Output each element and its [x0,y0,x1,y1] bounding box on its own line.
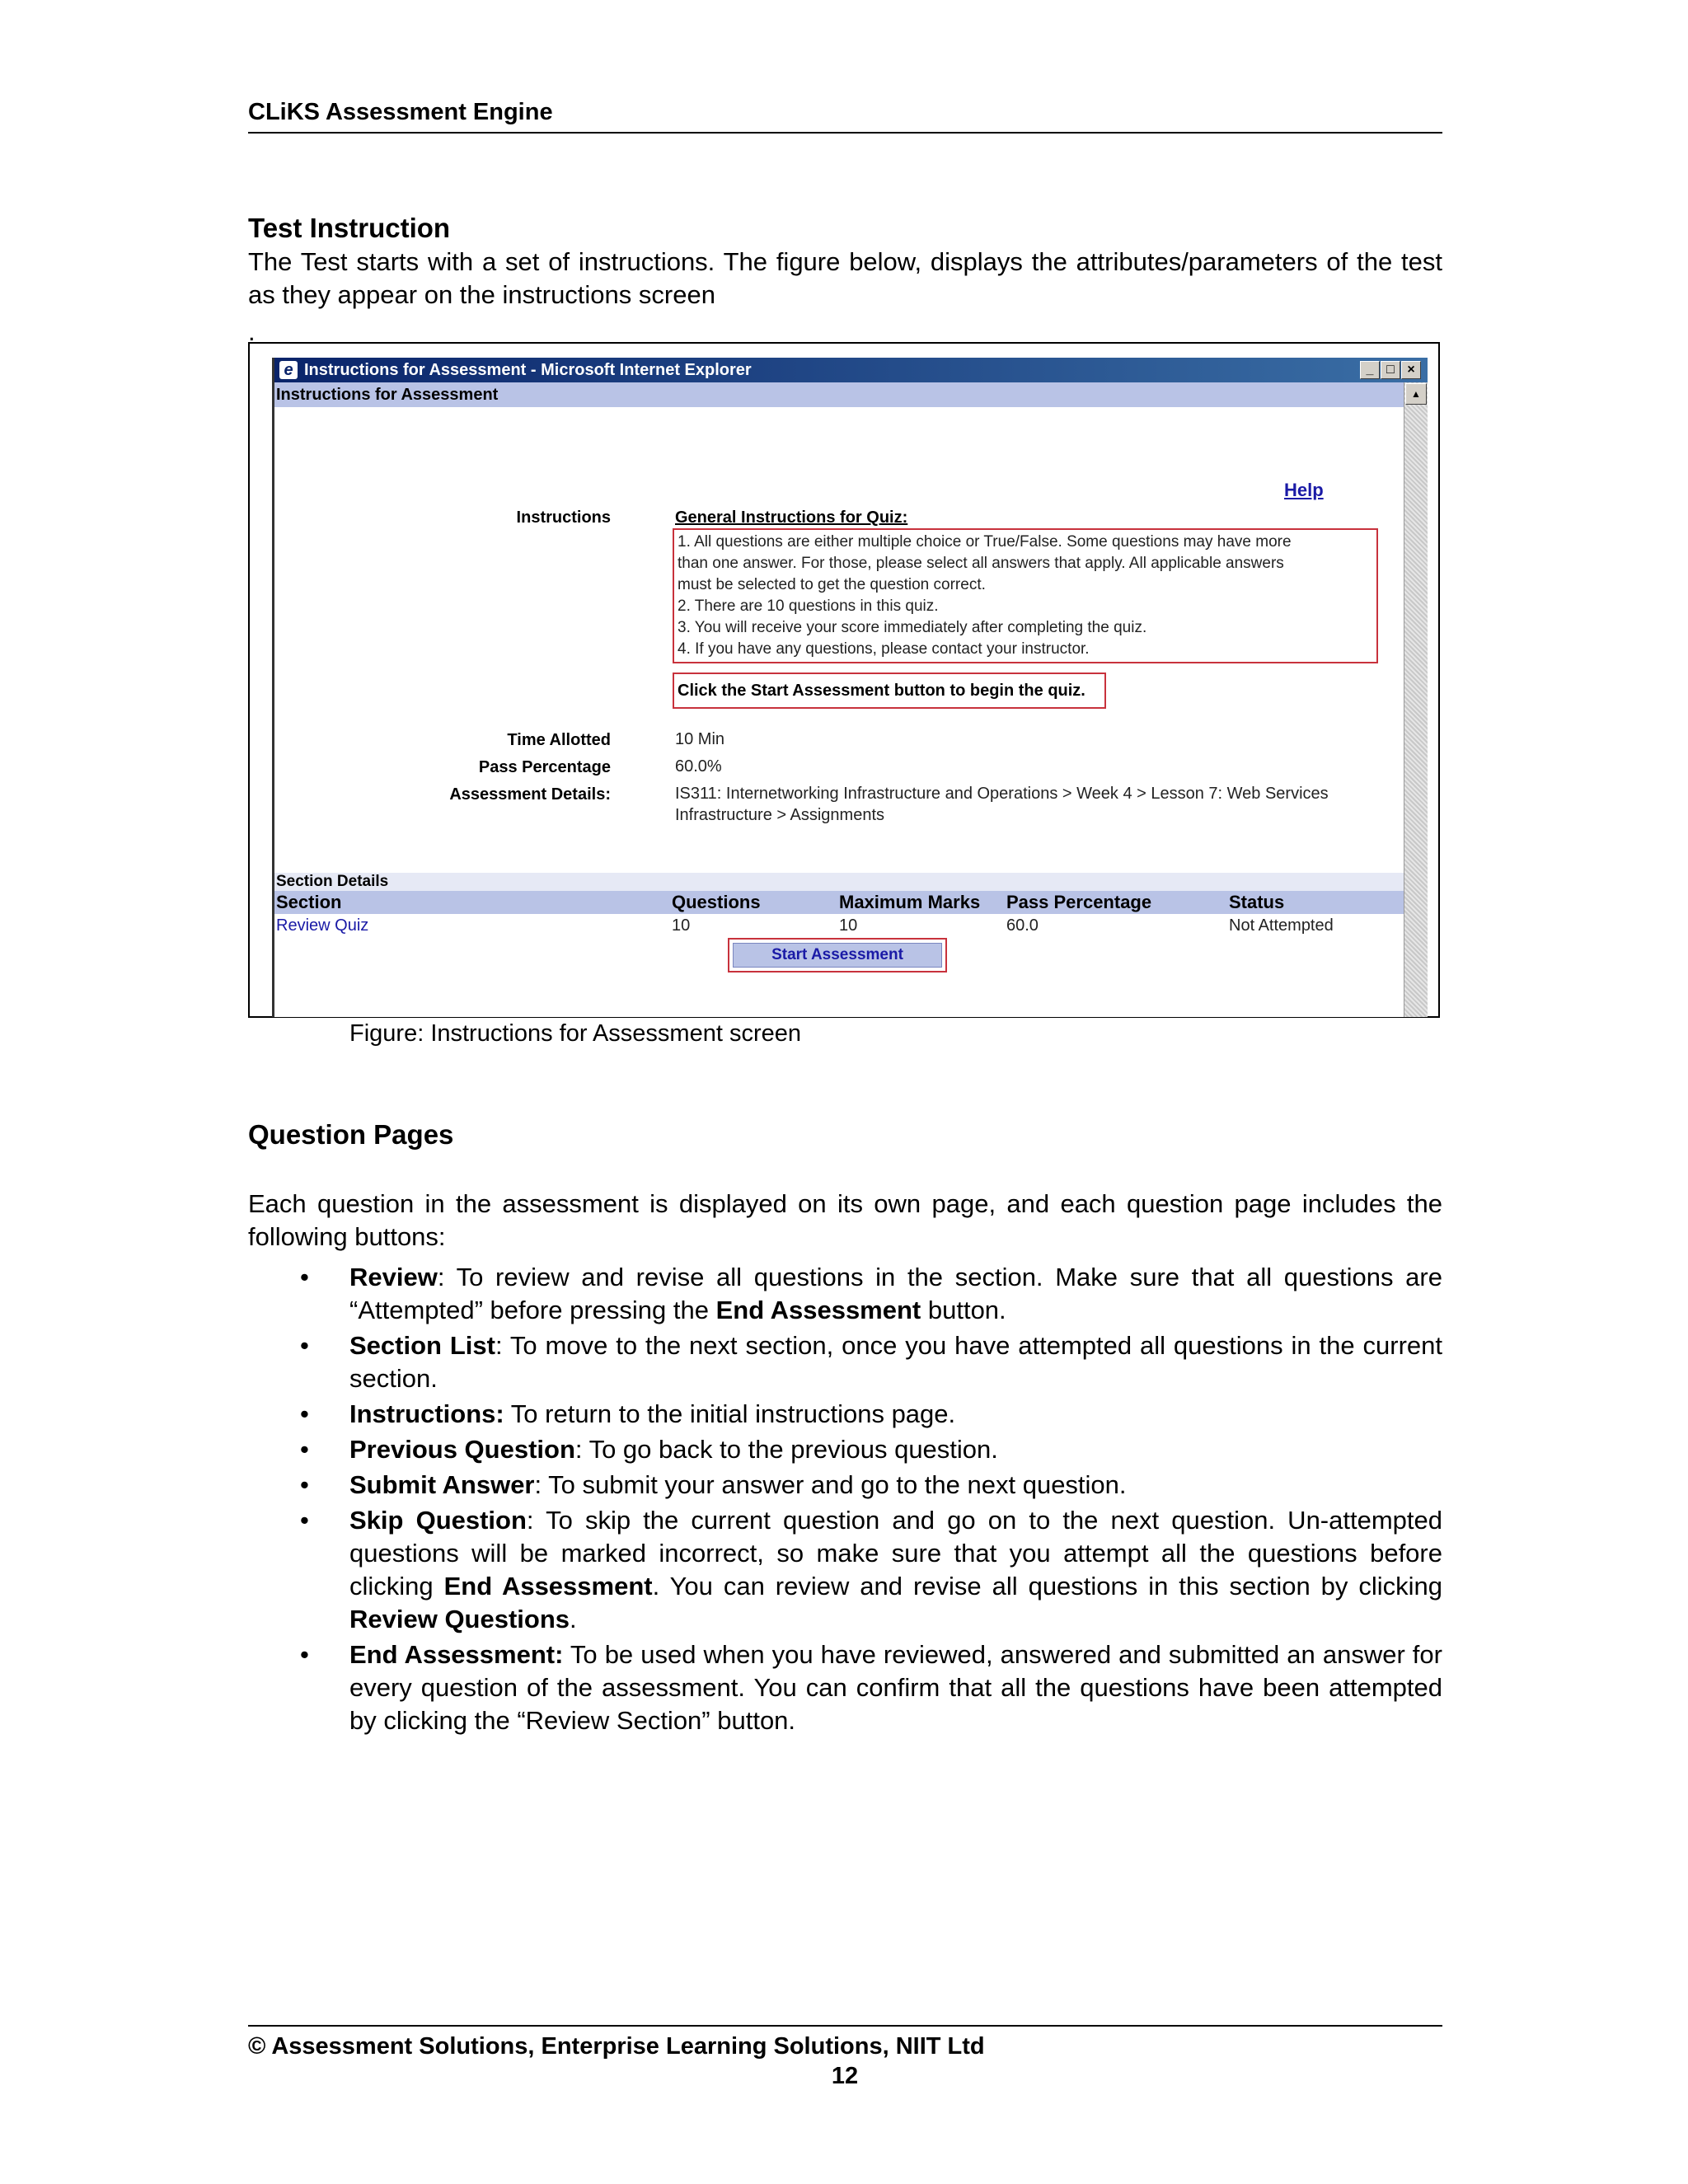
time-allotted-label: Time Allotted [507,731,611,749]
bullet-icon: • [300,1640,309,1669]
item-bold: End Assessment [715,1296,921,1324]
list-item [248,1504,1442,1636]
col-questions: Questions [672,892,761,912]
help-link[interactable]: Help [1284,480,1324,500]
item-text: : To go back to the previous question. [574,1435,998,1464]
bullet-icon: • [300,1506,309,1535]
review-quiz-link[interactable]: Review Quiz [276,916,369,935]
start-assessment-button[interactable]: Start Assessment [733,943,942,968]
list-item [248,1469,1442,1502]
term-section-list: Section List [349,1331,495,1360]
question-pages-heading: Question Pages [248,1119,454,1150]
item-text: To return to the initial instructions page. [504,1399,956,1428]
section-details-bar: Section Details [274,873,1404,891]
term-review: Review [349,1263,438,1291]
header-rule [248,132,1442,134]
instruction-line: 2. There are 10 questions in this quiz. [678,598,939,615]
time-allotted-value: 10 Min [675,730,725,748]
instruction-line: must be selected to get the question correct. [678,576,986,593]
pass-percentage-label: Pass Percentage [478,758,611,776]
bullet-icon: • [300,1263,309,1291]
section-table-header [274,891,1404,914]
question-pages-intro: Each question in the assessment is displayed on its own page, and each question page includes the following buttons: [248,1189,1442,1251]
bullet-icon: • [300,1470,309,1499]
col-pass-percentage: Pass Percentage [1006,892,1152,912]
minimize-icon[interactable]: _ [1360,361,1380,379]
assessment-details-line2: Infrastructure > Assignments [675,806,885,824]
ie-window [272,358,1425,1017]
close-icon[interactable]: × [1401,361,1421,379]
list-item [248,1261,1442,1327]
running-header: CLiKS Assessment Engine [248,99,553,125]
item-text: . [570,1605,577,1633]
general-instructions-box [673,528,1378,663]
item-bold: End Assessment [443,1572,653,1601]
term-submit-answer: Submit Answer [349,1470,535,1499]
term-skip-question: Skip Question [349,1506,527,1535]
cell-status: Not Attempted [1229,916,1334,935]
instruction-line: 3. You will receive your score immediately after completing the quiz. [678,619,1147,636]
assessment-details-line1: IS311: Internetworking Infrastructure and Operations > Week 4 > Lesson 7: Web Services [675,785,1329,803]
cell-pass-percentage: 60.0 [1006,916,1039,935]
footer-copyright: © Assessment Solutions, Enterprise Learning Solutions, NIIT Ltd [248,2033,985,2060]
start-assessment-highlight [728,938,947,972]
pass-percentage-value: 60.0% [675,757,722,776]
instructions-label: Instructions [516,509,611,527]
term-instructions: Instructions: [349,1399,504,1428]
item-text: : To move to the next section, once you have attempted all questions in the current section. [349,1331,1442,1393]
item-text: To be used when you have reviewed, answered and submitted an answer for every question of the assessment. You can confirm that all the questions have been attempted by clicking the “Review Section” button. [349,1640,1442,1735]
bullet-icon: • [300,1331,309,1360]
assessment-details-label: Assessment Details: [449,785,611,804]
click-start-instruction: Click the Start Assessment button to begin the quiz. [673,673,1106,709]
item-bold: Review Questions [349,1605,570,1633]
stray-period: . [248,317,256,346]
term-end-assessment: End Assessment: [349,1640,564,1669]
bullet-icon: • [300,1399,309,1428]
ie-logo-icon: e [279,361,298,379]
window-title: Instructions for Assessment - Microsoft Internet Explorer [304,361,752,379]
col-maximum-marks: Maximum Marks [839,892,981,912]
page-header-bar: Instructions for Assessment [274,382,1404,407]
vertical-scrollbar[interactable] [1404,382,1428,1017]
window-titlebar[interactable] [274,358,1428,382]
item-text: button. [921,1296,1006,1324]
list-item [248,1398,1442,1431]
col-section: Section [276,892,342,912]
button-list [248,1261,1442,1740]
figure-frame [248,342,1440,1018]
instruction-line: 1. All questions are either multiple choice or True/False. Some questions may have more [678,533,1292,551]
test-instruction-paragraph: The Test starts with a set of instructions. The figure below, displays the attributes/parameters of the test as they appear on the instructions screen [248,247,1442,309]
figure-caption: Figure: Instructions for Assessment screen [349,1020,801,1047]
item-text: : To submit your answer and go to the next question. [534,1470,1127,1499]
instruction-line: than one answer. For those, please select all answers that apply. All applicable answers [678,555,1284,572]
footer-rule [248,2025,1442,2027]
list-item [248,1329,1442,1395]
scroll-up-icon[interactable]: ▲ [1405,383,1427,405]
list-item [248,1638,1442,1737]
cell-maximum-marks: 10 [839,916,858,935]
item-text: : To review and revise all questions in the section. Make sure that all questions are “Attempted” before pressing the [349,1263,1442,1324]
general-instructions-heading: General Instructions for Quiz: [675,509,908,527]
item-text: . You can review and revise all questions in this section by clicking [652,1572,1442,1601]
page-number: 12 [831,2063,859,2089]
test-instruction-heading: Test Instruction [248,213,451,243]
term-previous-question: Previous Question [349,1435,575,1464]
item-text: : To skip the current question and go on to the next question. Un-attempted questions will be marked incorrect, so make sure that you attempt all the questions before clicking [349,1506,1442,1601]
col-status: Status [1229,892,1285,912]
cell-questions: 10 [672,916,691,935]
bullet-icon: • [300,1435,309,1464]
list-item [248,1433,1442,1466]
table-row [274,915,1404,936]
instruction-line: 4. If you have any questions, please contact your instructor. [678,640,1090,658]
maximize-icon[interactable]: □ [1381,361,1400,379]
